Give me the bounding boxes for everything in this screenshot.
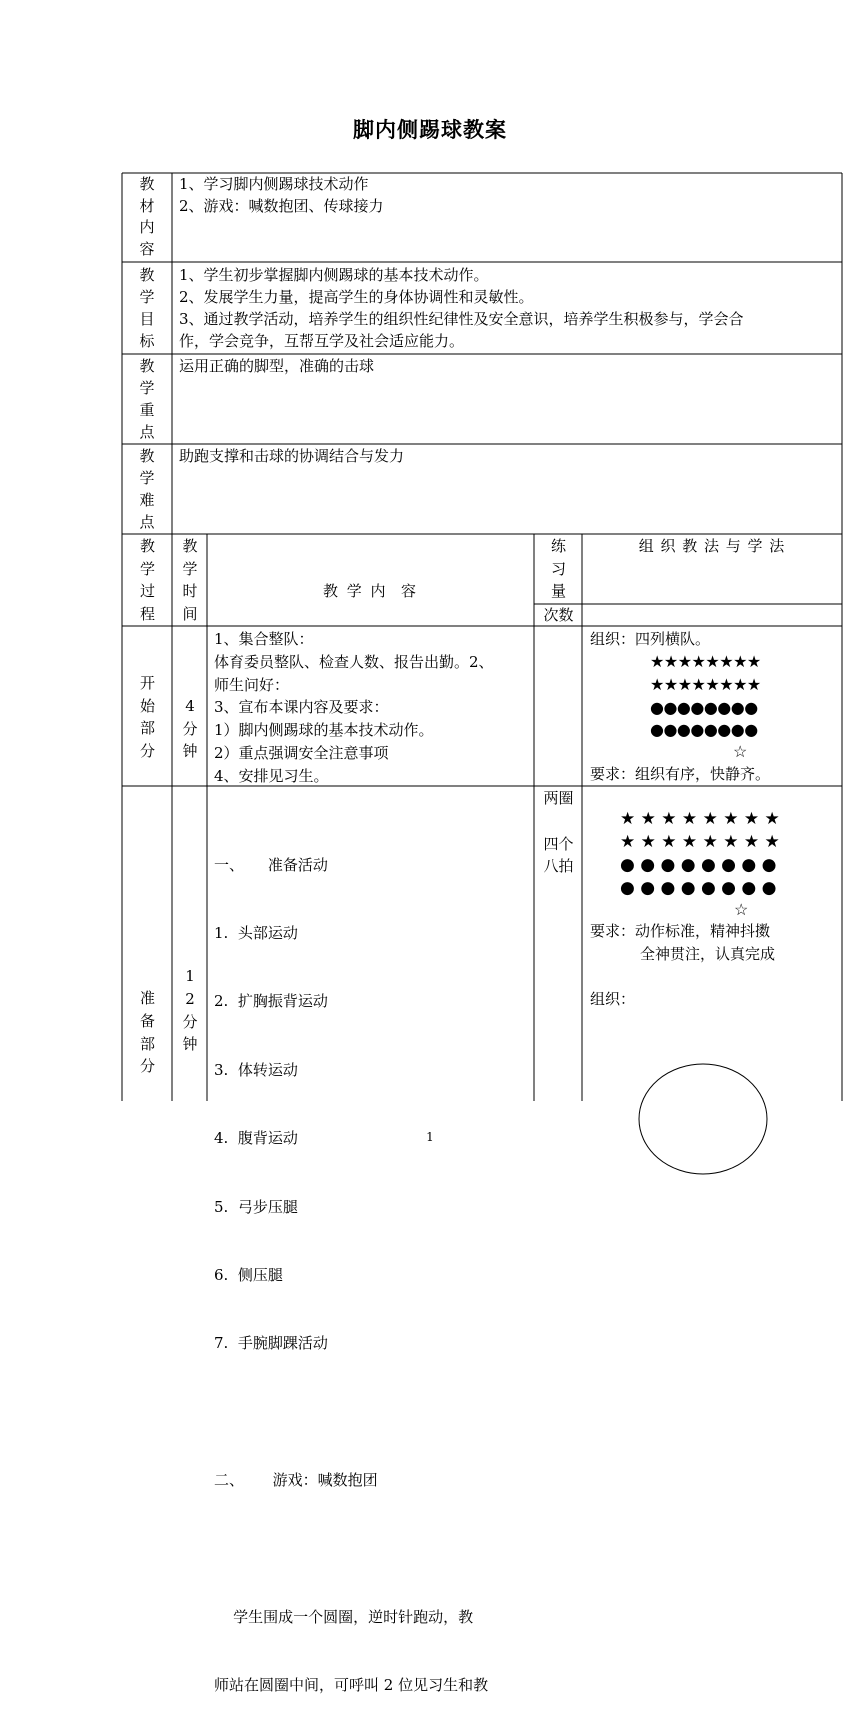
prep-content-line: 1. 头部运动 (214, 923, 298, 942)
start-section-content (214, 628, 532, 788)
key-point-label: 教 学 重 点 (139, 357, 155, 441)
formation-row: ★ ★ ★ ★ ★ ★ ★ ★ (620, 809, 780, 829)
prep-formation (620, 808, 830, 900)
objective-line: 3、通过教学活动，培养学生的组织性纪律性及安全意识，培养学生积极参与，学会合 (179, 310, 744, 328)
start-content-line: 师生问好： (214, 675, 290, 694)
circle-diagram (639, 1064, 767, 1174)
prep-requirement-1: 要求：动作标准，精神抖擞 (590, 922, 771, 940)
material-line: 2、游戏：喊数抱团、传球接力 (179, 196, 384, 215)
prep-requirement-2: 全神贯注，认真完成 (640, 945, 776, 963)
formation-row: ★★★★★★★★ (650, 674, 761, 694)
page-number: 1 (426, 1130, 434, 1144)
start-content-line: 3、宣布本课内容及要求： (214, 698, 389, 717)
header-practice: 练 习 量 (550, 537, 566, 600)
start-content-line: 1）脚内侧踢球的基本技术动作。 (214, 721, 434, 740)
start-content-line: 4、安排见习生。 (214, 766, 329, 785)
prep-content-line: 2. 扩胸振背运动 (214, 992, 328, 1011)
prep-content-line: 5. 弓步压腿 (214, 1197, 298, 1216)
formation-row: ● ● ● ● ● ● ● ● (620, 855, 777, 875)
practice-line: 四个 (543, 834, 574, 853)
page-title: 脚内侧踢球教案 (353, 117, 507, 142)
start-content-line: 1、集合整队： (214, 630, 314, 648)
prep-content-line: 一、 准备活动 (214, 855, 328, 874)
prep-section-label: 准 备 部 分 (139, 989, 155, 1076)
start-org-label: 组织：四列横队。 (590, 630, 711, 648)
prep-content-line: 学生围成一个圆圈，逆时针跑动，教 (214, 1607, 474, 1626)
objective-line: 1、学生初步掌握脚内侧踢球的基本技术动作。 (179, 266, 489, 284)
header-content: 教 学 内 容 (322, 582, 419, 600)
prep-content-line: 7. 手腕脚踝活动 (214, 1334, 328, 1353)
formation-row: ●●●●●●●● (650, 720, 758, 740)
difficulty-label: 教 学 难 点 (139, 447, 155, 531)
objective-line: 作，学会竞争，互帮互学及社会适应能力。 (179, 332, 465, 350)
start-requirement: 要求：组织有序，快静齐。 (590, 765, 771, 783)
prep-content-line: 师站在圆圈中间，可呼叫 2 位见习生和教 (214, 1676, 489, 1695)
practice-line (535, 810, 582, 833)
material-content (179, 174, 839, 217)
start-formation (650, 651, 790, 742)
formation-row: ●●●●●●●● (650, 697, 758, 717)
prep-content-line (214, 1401, 532, 1424)
prep-org-label: 组织： (590, 990, 636, 1008)
prep-content-line: 6. 侧压腿 (214, 1265, 283, 1284)
start-section-time: 4 分 钟 (182, 697, 198, 760)
material-line: 1、学习脚内侧踢球技术动作 (179, 175, 369, 193)
objectives-label: 教 学 目 标 (139, 266, 155, 350)
formation-row: ● ● ● ● ● ● ● ● (620, 878, 777, 898)
prep-content-line: 二、 游戏：喊数抱团 (214, 1471, 378, 1490)
prep-teacher-mark: ☆ (734, 900, 749, 919)
prep-content-line: 3. 体转运动 (214, 1060, 298, 1079)
formation-row: ★★★★★★★★ (650, 652, 761, 671)
material-label: 教 材 内 容 (139, 175, 155, 258)
objective-line: 2、发展学生力量，提高学生的身体协调性和灵敏性。 (179, 288, 534, 306)
difficulty-content: 助跑支撑和击球的协调结合与发力 (179, 447, 405, 465)
objectives-content (179, 264, 839, 352)
prep-practice (535, 787, 582, 878)
prep-section-content (214, 808, 532, 1720)
practice-line: 八拍 (543, 857, 574, 876)
header-process: 教 学 过 程 (139, 537, 155, 623)
header-time: 教 学 时 间 (182, 537, 198, 623)
start-teacher-mark: ☆ (733, 742, 748, 761)
start-content-line: 体育委员整队、检查人数、报告出勤。2、 (214, 652, 494, 671)
prep-content-line: 4. 腹背运动 (214, 1129, 298, 1148)
key-point-content: 运用正确的脚型，准确的击球 (179, 357, 375, 375)
practice-line: 两圈 (543, 789, 574, 807)
start-content-line: 2）重点强调安全注意事项 (214, 743, 389, 762)
formation-row: ★ ★ ★ ★ ★ ★ ★ ★ (620, 832, 780, 852)
prep-content-line (214, 1538, 532, 1561)
header-method: 组 织 教 法 与 学 法 (638, 537, 786, 555)
prep-section-time: 1 2 分 钟 (182, 967, 198, 1054)
start-section-label: 开 始 部 分 (139, 674, 155, 760)
header-count: 次数 (543, 606, 574, 624)
